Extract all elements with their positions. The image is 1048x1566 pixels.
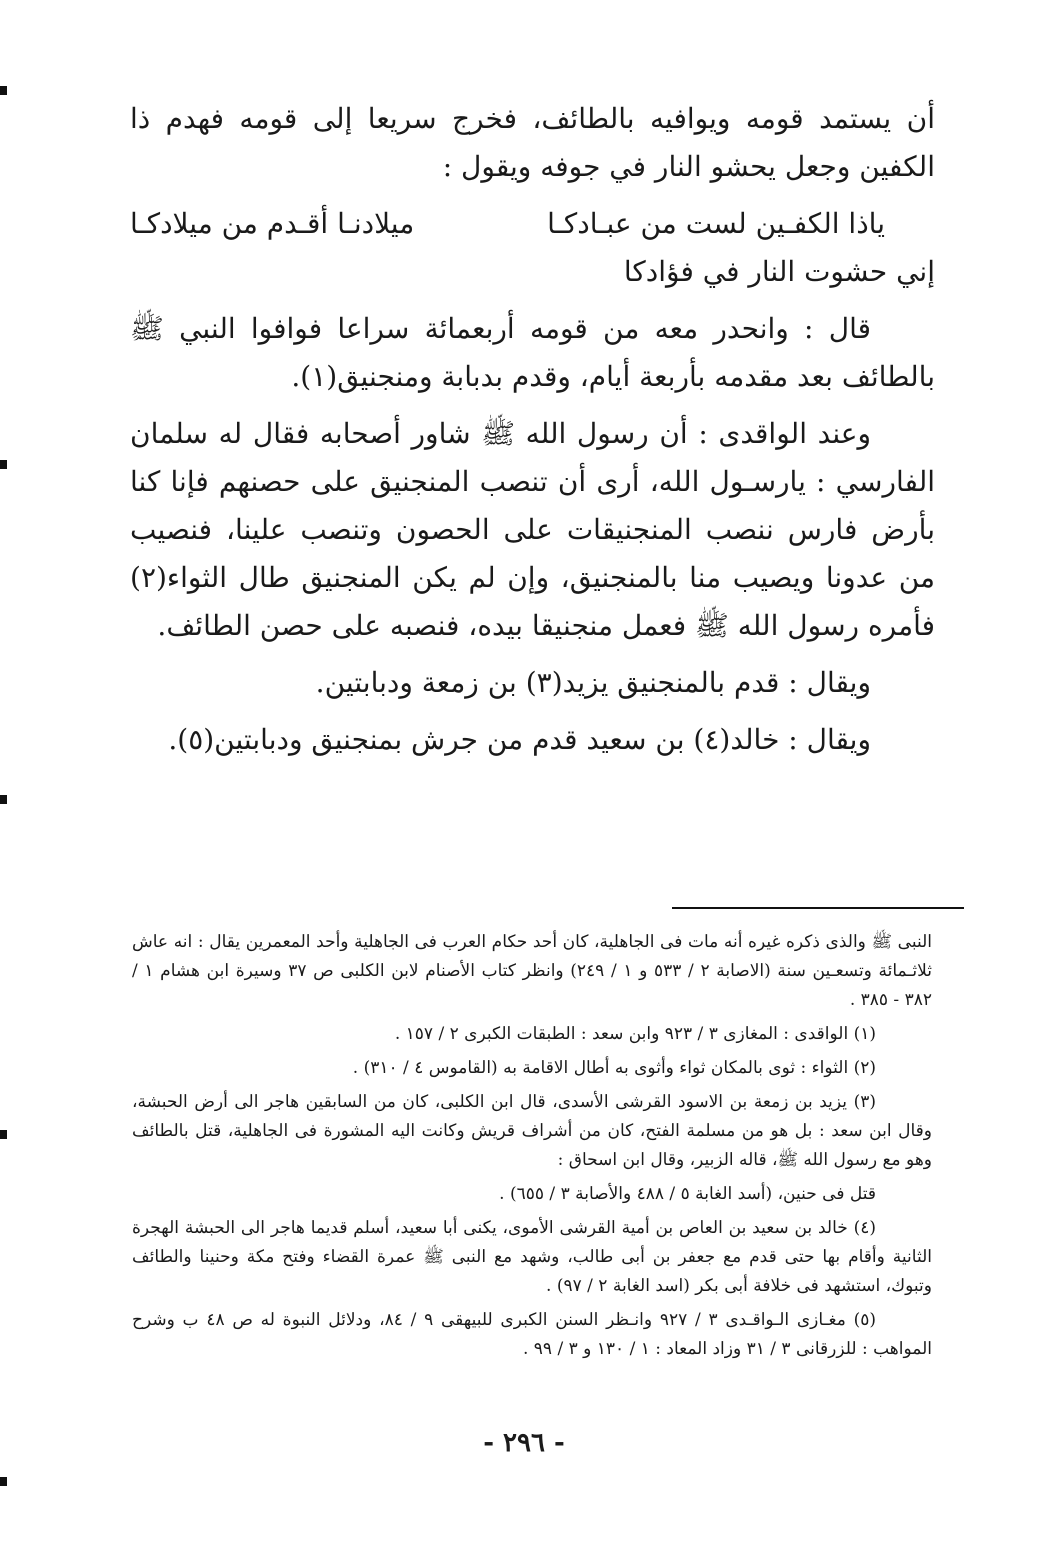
footnote-2: (٢) الثواء : ثوى بالمكان ثواء وأثوى به أطال الاقامة به (القاموس ٤ / ٣١٠) . bbox=[352, 1058, 876, 1078]
page-number: - ٢٩٦ - bbox=[483, 1428, 565, 1458]
poem-verse-2: إني حشوت النار في فؤادكا bbox=[623, 255, 935, 288]
scan-edge-mark bbox=[0, 460, 7, 469]
footnote-3: (٣) يزيد بن زمعة بن الاسود القرشى الأسدى، قال ابن الكلبى، كان من السابقين هاجر الى أرض الحبشة، وقال ابن سعد : بل هو من مسلمة الفتح، كان من أشراف قريش وكانت اليه المشورة فى الجاهلية، قتل بالطائف وهو مع رسول الله ﷺ، قاله الزبير، وقال ابن اسحاق : bbox=[132, 1092, 932, 1170]
footnote-separator bbox=[672, 907, 964, 909]
footnote-3-continued: قتل فى حنين، (أسد الغابة ٥ / ٤٨٨ والأصابة ٣ / ٦٥٥) . bbox=[499, 1184, 876, 1204]
paragraph-2: قال : وانحدر معه من قومه أربعمائة سراعا فوافوا النبي ﷺ بالطائف بعد مقدمه بأربعة أيام، وقدم بدبابة ومنجنيق(١). bbox=[130, 312, 935, 393]
poem-hemistich-1: ياذا الكفـين لست من عبـادكـا bbox=[547, 207, 885, 240]
footnote-1: (١) الواقدى : المغازى ٣ / ٩٢٣ وابن سعد : الطبقات الكبرى ٢ / ١٥٧ . bbox=[394, 1024, 876, 1044]
scan-edge-mark bbox=[0, 1130, 7, 1139]
scan-edge-mark bbox=[0, 1477, 7, 1486]
footnote-5: (٥) مغـازى الـواقـدى ٣ / ٩٢٧ وانـظر السنن الكبرى للبيهقى ٩ / ٨٤، ودلائل النبوة له ص ٤٨ ب وشرح المواهب : للزرقانى ٣ / ٣١ وزاد المعاد : ١ / ١٣٠ و ٣ / ٩٩ . bbox=[132, 1310, 932, 1359]
poem bbox=[130, 200, 935, 296]
paragraph-1: أن يستمد قومه ويوافيه بالطائف، فخرج سريعا إلى قومه فهدم ذا الكفين وجعل يحشو النار في جوفه ويقول : bbox=[130, 102, 935, 183]
paragraph-5: ويقال : خالد(٤) بن سعيد قدم من جرش بمنجنيق ودبابتين(٥). bbox=[168, 723, 871, 756]
paragraph-3: وعند الواقدى : أن رسول الله ﷺ شاور أصحابه فقال له سلمان الفارسي : يارسـول الله، أرى أن تنصب المنجنيق على حصنهم فإنا كنا بأرض فارس ننصب المنجنيقات على الحصون وتنصب علينا، فنصيب من عدونا ويصيب منا بالمنجنيق، وإن لم يكن المنجنيق طال الثواء(٢) فأمره رسول الله ﷺ فعمل منجنيقا بيده، فنصبه على حصن الطائف. bbox=[130, 417, 935, 642]
footnote-continuation: النبى ﷺ والذى ذكره غيره أنه مات فى الجاهلية، كان أحد حكام العرب فى الجاهلية وأحد المعمرين يقال : انه عاش ثلاثـمائة وتسعـين سنة (الاصابة ٢ / ٥٣٣ و ١ / ٢٤٩) وانظر كتاب الأصنام لابن الكلبى ص ٣٧ وسيرة ابن هشام ١ / ٣٨٢ - ٣٨٥ . bbox=[132, 932, 932, 1010]
poem-hemistich-2: ميلادنـا أقـدم من ميلادكـا bbox=[130, 207, 415, 240]
scan-edge-mark bbox=[0, 795, 7, 804]
footnote-4: (٤) خالد بن سعيد بن العاص بن أمية القرشى الأموى، يكنى أبا سعيد، أسلم قديما هاجر الى الحبشة الهجرة الثانية وأقام بها حتى قدم مع جعفر بن أبى طالب، وشهد مع النبى ﷺ عمرة القضاء وفتح مكة وحنينا والطائف وتبوك، استشهد فى خلافة أبى بكر (اسد الغابة ٢ / ٩٧) . bbox=[132, 1218, 932, 1296]
poem-verse-1 bbox=[130, 200, 935, 248]
main-text bbox=[130, 95, 935, 773]
paragraph-4: ويقال : قدم بالمنجنيق يزيد(٣) بن زمعة ودبابتين. bbox=[315, 666, 871, 699]
footnotes bbox=[132, 928, 932, 1369]
scan-edge-mark bbox=[0, 86, 7, 95]
